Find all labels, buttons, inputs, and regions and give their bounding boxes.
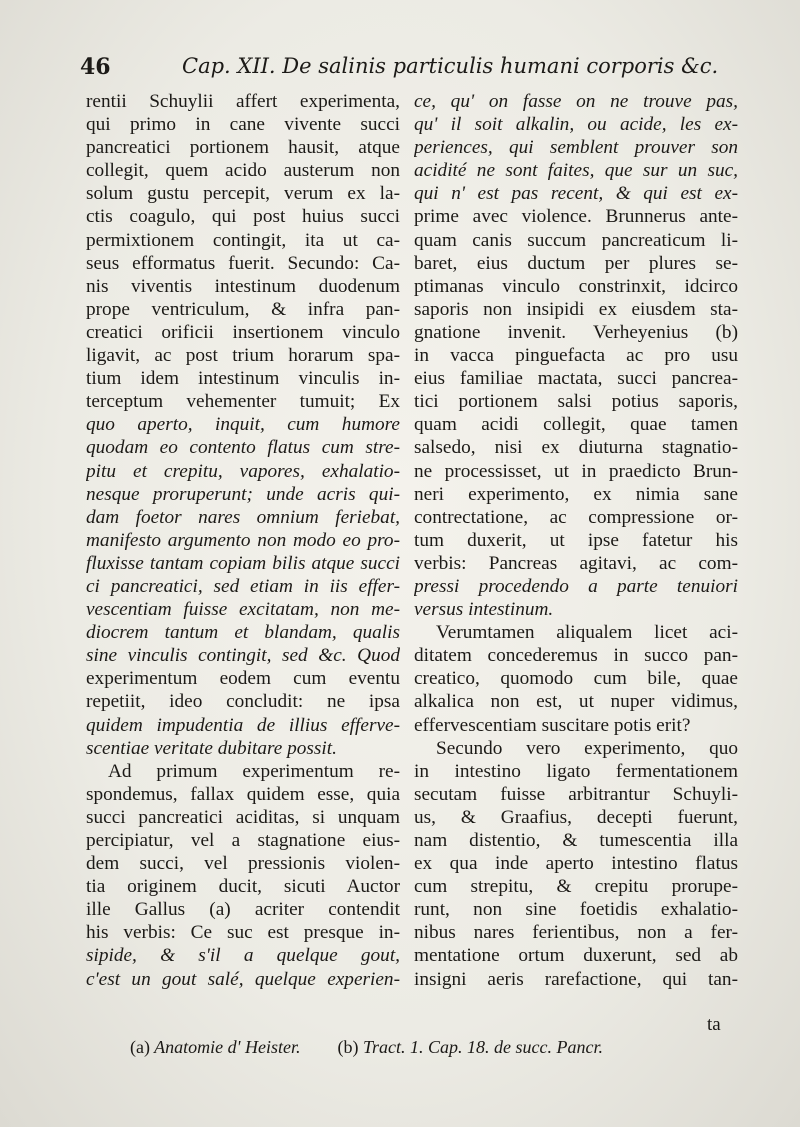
text-line: solum gustu percepit, verum ex la-: [86, 183, 400, 205]
text-line: eius familiae mactata, succi pancrea-: [414, 368, 738, 390]
text-line: tia originem ducit, sicuti Auctor: [86, 876, 400, 898]
text-line: baret, eius ductum per plures se-: [414, 252, 738, 274]
text-line: c'est un gout salé, quelque experien-: [86, 968, 400, 990]
text-line: sipide, & s'il a quelque gout,: [86, 945, 400, 967]
left-text-column: [86, 90, 400, 1030]
text-line: ptimanas vinculo constrinxit, idcirco: [414, 275, 738, 297]
text-line: permixtionem contingit, ita ut ca-: [86, 229, 400, 251]
text-line: neri experimento, ex nimia sane: [414, 483, 738, 505]
text-line: runt, non sine foetidis exhalatio-: [414, 899, 738, 921]
text-line: qui primo in cane vivente succi: [86, 114, 400, 136]
text-line: Secundo vero experimento, quo: [436, 737, 738, 759]
text-line: his verbis: Ce suc est presque in-: [86, 922, 400, 944]
text-line: contrectatione, ac compressione or-: [414, 506, 738, 528]
text-line: terceptum vehementer tumuit; Ex: [86, 391, 400, 413]
text-line: qu' il soit alkalin, ou acide, les ex-: [414, 114, 738, 136]
text-line: quodam eo contento flatus cum stre-: [86, 437, 400, 459]
footnote-a-mark: (a): [130, 1037, 150, 1057]
footnote-b-mark: (b): [337, 1037, 359, 1057]
text-line: pancreatici portionem hausit, atque: [86, 137, 400, 159]
text-line: pitu et crepitu, vapores, exhalatio-: [86, 460, 400, 482]
text-line: quidem impudentia de illius efferve-: [86, 714, 400, 736]
text-line: in vacca pinguefacta ac pro usu: [414, 345, 738, 367]
text-line: ille Gallus (a) acriter contendit: [86, 899, 400, 921]
text-line: mentatione ortum duxerunt, sed ab: [414, 945, 738, 967]
text-line: dam foetor nares omnium feriebat,: [86, 506, 400, 528]
text-line: prime avec violence. Brunnerus ante-: [414, 206, 738, 228]
text-line: creatico, quomodo cum bile, quae: [414, 668, 738, 690]
text-line: ligavit, ac post trium horarum spa-: [86, 345, 400, 367]
text-line: salsedo, nisi ex diuturna stagnatio-: [414, 437, 738, 459]
text-line: spondemus, fallax quidem esse, quia: [86, 783, 400, 805]
text-line: acidité ne sont faites, que sur un suc,: [414, 160, 738, 182]
right-text-column: [414, 90, 738, 1030]
text-line: quam acidi collegit, quae tamen: [414, 414, 738, 436]
text-line: tium idem intestinum vinculis in-: [86, 368, 400, 390]
text-line: manifesto argumento non modo eo pro-: [86, 529, 400, 551]
text-line: effervescentiam suscitare potis erit?: [414, 714, 691, 736]
text-line: nam distentio, & tumescentia illa: [414, 830, 738, 851]
text-line: saporis non insipidi ex eiusdem sta-: [414, 298, 738, 320]
page-header: [80, 48, 740, 82]
text-line: prope ventriculum, & infra pan-: [86, 298, 400, 320]
text-line: tici portionem salsi potius saporis,: [414, 391, 738, 413]
text-line: versus intestinum.: [414, 599, 554, 621]
text-line: periences, qui semblent prouver son: [414, 137, 738, 159]
catchword: ta: [707, 1014, 721, 1035]
text-line: fluxisse tantam copiam bilis atque succi: [86, 552, 400, 574]
text-line: rentii Schuylii affert experimenta,: [86, 91, 400, 112]
text-line: seus efformatus fuerit. Secundo: Ca-: [86, 252, 400, 274]
text-line: ne processisset, ut in praedicto Brun-: [414, 460, 738, 482]
text-line: qui n' est pas recent, & qui est ex-: [414, 183, 738, 205]
text-line: alkalica non est, ut nuper vidimus,: [414, 691, 738, 713]
text-line: ctis coagulo, qui post huius succi: [86, 206, 400, 228]
text-line: tum duxerit, ut ipse fatetur his: [414, 529, 738, 551]
footnote-b-text: Tract. 1. Cap. 18. de succ. Pancr.: [363, 1037, 604, 1057]
text-line: diocrem tantum et blandam, qualis: [86, 622, 400, 644]
text-line: quo aperto, inquit, cum humore: [86, 414, 400, 436]
footnotes: [130, 1037, 730, 1058]
text-line: pressi procedendo a parte tenuiori: [414, 575, 738, 597]
page-number: 46: [80, 54, 111, 80]
text-line: scentiae veritate dubitare possit.: [86, 737, 337, 759]
text-line: nis viventis intestinum duodenum: [86, 275, 400, 297]
text-line: vescentiam fuisse excitatam, non me-: [86, 599, 400, 621]
text-line: ex qua inde aperto intestino flatus: [414, 853, 738, 875]
text-line: us, & Graafius, decepti fuerunt,: [414, 806, 738, 828]
text-line: in intestino ligato fermentationem: [414, 760, 738, 782]
footnote-a-text: Anatomie d' Heister.: [154, 1037, 301, 1057]
text-line: ditatem concederemus in succo pan-: [414, 645, 738, 667]
text-line: gnatione invenit. Verheyenius (b): [414, 321, 738, 343]
text-line: secutam fuisse arbitrantur Schuyli-: [414, 783, 738, 805]
text-line: dem succi, vel pressionis violen-: [86, 853, 400, 875]
text-line: succi pancreatici aciditas, si unquam: [86, 806, 400, 828]
text-line: experimentum eodem cum eventu: [86, 668, 400, 690]
text-line: nesque proruperunt; unde acris qui-: [86, 483, 400, 505]
text-line: verbis: Pancreas agitavi, ac com-: [414, 552, 738, 574]
text-line: Verumtamen aliqualem licet aci-: [436, 622, 738, 644]
text-line: creatici orificii insertionem vinculo: [86, 321, 400, 343]
text-line: repetiit, ideo concludit: ne ipsa: [86, 691, 400, 713]
text-line: cum strepitu, & crepitu prorupe-: [414, 876, 738, 898]
text-line: quam canis succum pancreaticum li-: [414, 229, 738, 251]
text-line: ce, qu' on fasse on ne trouve pas,: [414, 91, 738, 112]
text-line: Ad primum experimentum re-: [108, 760, 400, 782]
text-line: ci pancreatici, sed etiam in iis effer-: [86, 575, 400, 597]
running-title: Cap. XII. De salinis particulis humani corporis &c.: [182, 54, 719, 78]
text-line: insigni aeris rarefactione, qui tan-: [414, 968, 738, 990]
text-line: percipiatur, vel a stagnatione eius-: [86, 830, 400, 851]
text-line: collegit, quem acido austerum non: [86, 160, 400, 182]
text-line: nibus nares ferientibus, non a fer-: [414, 922, 738, 944]
text-line: sine vinculis contingit, sed &c. Quod: [86, 645, 400, 667]
